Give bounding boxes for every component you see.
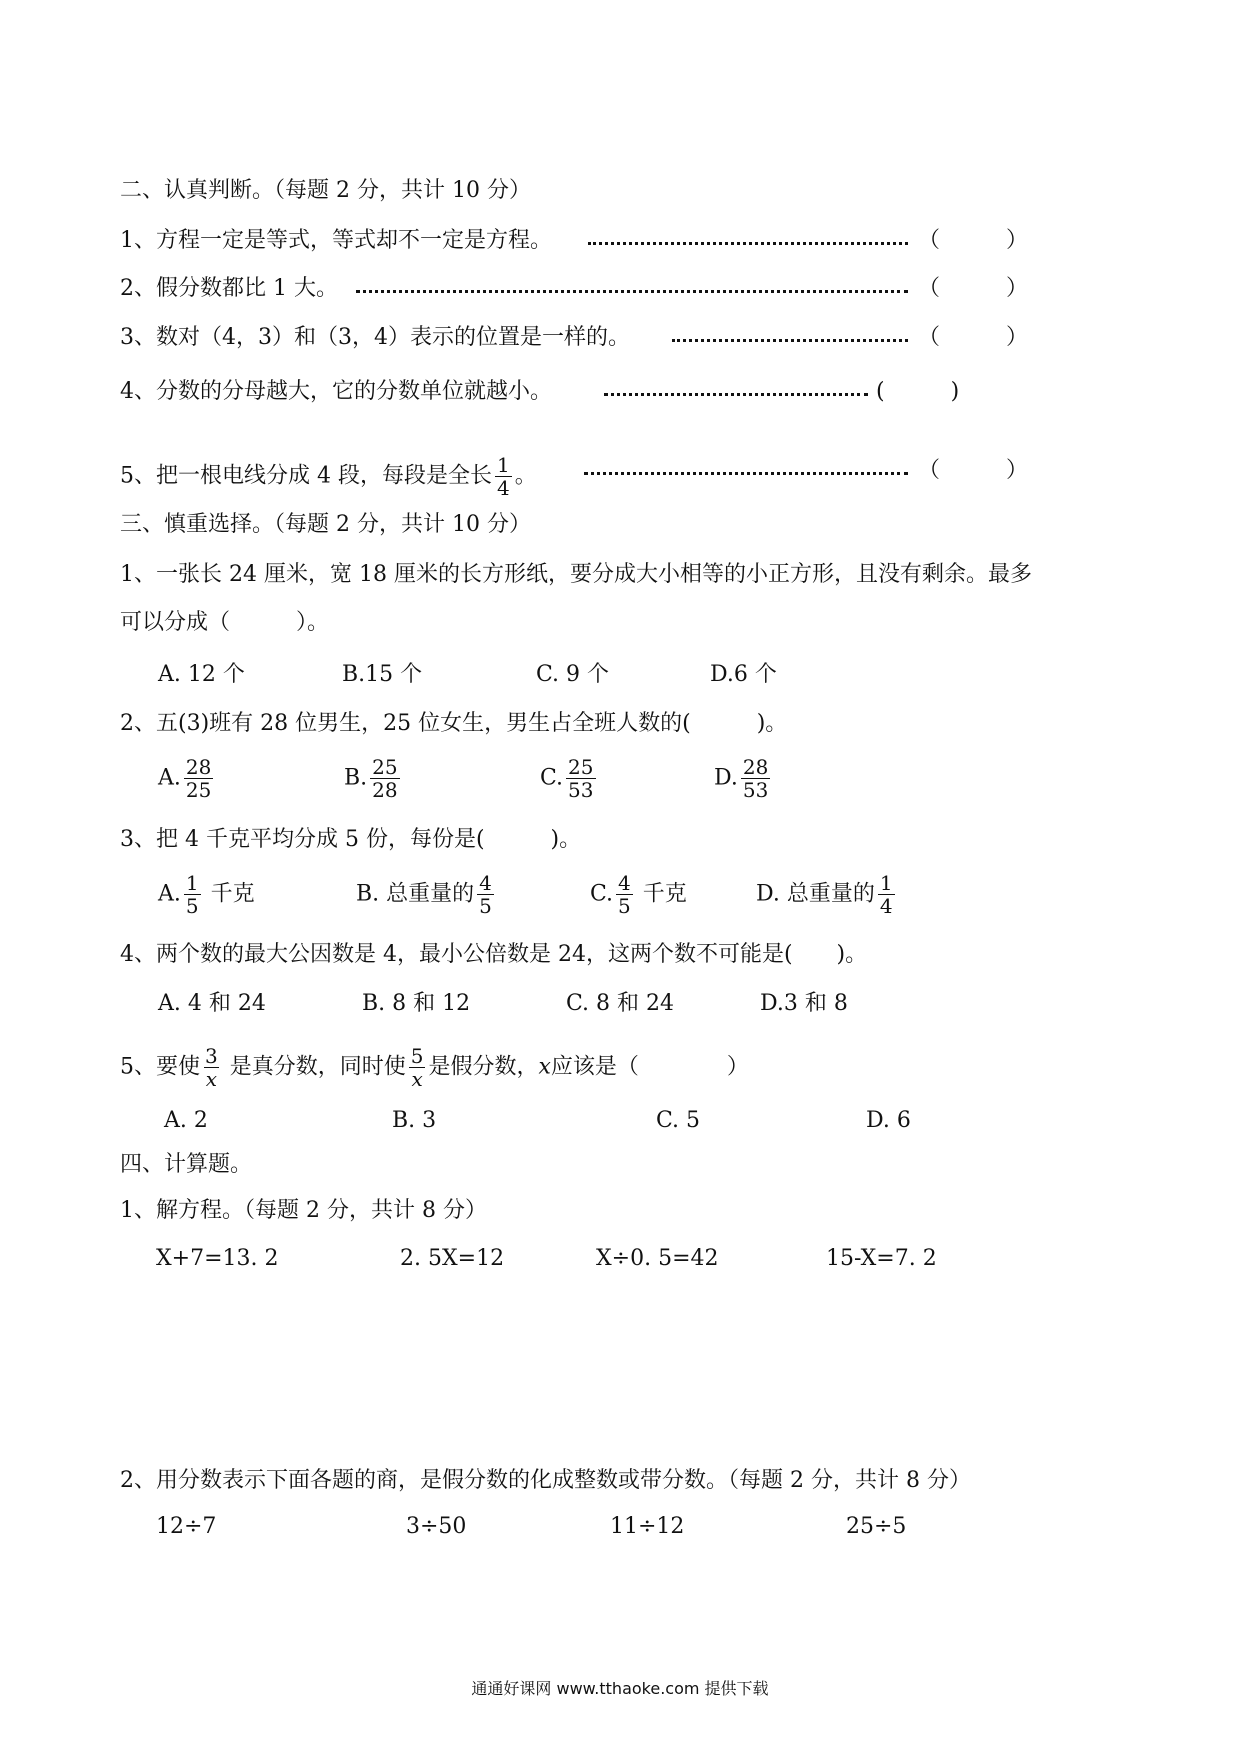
choice-option-d[interactable]: D. 总重量的 $\frac{1}{4}$ (756, 871, 893, 918)
choice-question-1-line-1: 1、一张长 24 厘米，宽 18 厘米的长方形纸，要分成大小相等的小正方形，且没有剩余。最多 (120, 562, 1032, 587)
choice-option-b[interactable]: B.15 个 (342, 662, 423, 687)
choice-option-d[interactable]: D.3 和 8 (760, 991, 848, 1016)
fraction: $\frac{1}{4}$ (879, 871, 893, 918)
choice-option-c[interactable]: C. $\frac{25}{53}$ (540, 755, 594, 802)
judge-question-5: 5、把一根电线分成 4 段，每段是全长 $\frac{1}{4}$ 。 (120, 453, 537, 500)
equation-item: X÷0. 5=42 (596, 1246, 719, 1271)
division-item: 12÷7 (156, 1514, 217, 1539)
fraction: $\frac{28}{53}$ (742, 755, 769, 802)
choice-question-4: 4、两个数的最大公因数是 4，最小公倍数是 24，这两个数不可能是( )。 (120, 942, 868, 967)
answer-blank[interactable]: （ ） (918, 458, 1029, 483)
answer-blank[interactable]: ( ) (876, 379, 960, 404)
fraction: $\frac{4}{5}$ (618, 871, 631, 918)
choice-option-c[interactable]: C. $\frac{4}{5}$ 千克 (590, 871, 687, 918)
dot-leader (588, 242, 908, 245)
answer-blank[interactable]: （ ） (918, 228, 1029, 253)
choice-option-b[interactable]: B. 总重量的 $\frac{4}{5}$ (356, 871, 492, 918)
choice-option-c[interactable]: C. 5 (656, 1108, 701, 1133)
fraction: $\frac{28}{25}$ (185, 755, 212, 802)
judge-question-3: 3、数对（4，3）和（3，4）表示的位置是一样的。 (120, 325, 630, 350)
dot-leader (584, 472, 908, 475)
page-footer: 通通好课网 www.tthaoke.com 提供下载 (471, 1679, 769, 1698)
equation-item: 2. 5X=12 (400, 1246, 505, 1271)
calc-question-2-title: 2、用分数表示下面各题的商，是假分数的化成整数或带分数。（每题 2 分，共计 8 分） (120, 1468, 971, 1493)
division-item: 3÷50 (406, 1514, 467, 1539)
equation-item: X+7=13. 2 (156, 1246, 279, 1271)
division-item: 25÷5 (846, 1514, 907, 1539)
choice-option-a[interactable]: A. 2 (164, 1108, 208, 1133)
choice-option-b[interactable]: B. 3 (392, 1108, 437, 1133)
section-4-title: 四、计算题。 (120, 1152, 253, 1177)
equation-item: 15-X=7. 2 (826, 1246, 937, 1271)
choice-question-2: 2、五(3)班有 28 位男生，25 位女生，男生占全班人数的( )。 (120, 711, 788, 736)
answer-blank[interactable]: （ ） (918, 276, 1029, 301)
choice-option-a[interactable]: A. 4 和 24 (158, 991, 266, 1016)
fraction: $\frac{1}{4}$ (496, 453, 510, 500)
dot-leader (604, 393, 868, 396)
choice-option-c[interactable]: C. 9 个 (536, 662, 610, 687)
section-2-title: 二、认真判断。（每题 2 分，共计 10 分） (120, 178, 531, 203)
fraction: $\frac{25}{53}$ (568, 755, 594, 802)
judge-question-4: 4、分数的分母越大，它的分数单位就越小。 (120, 379, 552, 404)
choice-option-a[interactable]: A. $\frac{1}{5}$ 千克 (158, 871, 255, 918)
choice-option-b[interactable]: B. $\frac{25}{28}$ (344, 755, 398, 802)
answer-blank[interactable]: （ ） (918, 325, 1029, 350)
section-3-title: 三、慎重选择。（每题 2 分，共计 10 分） (120, 512, 531, 537)
choice-option-a[interactable]: A. 12 个 (158, 662, 245, 687)
fraction: $\frac{4}{5}$ (479, 871, 492, 918)
calc-question-1-title: 1、解方程。（每题 2 分，共计 8 分） (120, 1198, 487, 1223)
fraction: $\frac{5}{x}$ (410, 1044, 424, 1091)
fraction: $\frac{25}{28}$ (372, 755, 398, 802)
choice-option-c[interactable]: C. 8 和 24 (566, 991, 675, 1016)
choice-option-d[interactable]: D. 6 (866, 1108, 911, 1133)
dot-leader (672, 339, 908, 342)
fraction: $\frac{3}{x}$ (205, 1044, 218, 1091)
choice-question-3: 3、把 4 千克平均分成 5 份，每份是( )。 (120, 827, 582, 852)
dot-leader (356, 290, 908, 293)
fraction: $\frac{1}{5}$ (185, 871, 199, 918)
judge-question-1: 1、方程一定是等式，等式却不一定是方程。 (120, 228, 552, 253)
choice-option-d[interactable]: D.6 个 (710, 662, 777, 687)
choice-question-1-line-2: 可以分成（ ）。 (120, 610, 330, 635)
choice-option-d[interactable]: D. $\frac{28}{53}$ (714, 755, 769, 802)
choice-question-5: 5、要使 $\frac{3}{x}$ 是真分数，同时使 $\frac{5}{x}$ 是假分数，x应该是（ ） (120, 1044, 749, 1091)
judge-question-5-text: 5、把一根电线分成 4 段，每段是全长 (120, 463, 492, 489)
judge-question-2: 2、假分数都比 1 大。 (120, 276, 338, 301)
choice-option-b[interactable]: B. 8 和 12 (362, 991, 471, 1016)
division-item: 11÷12 (610, 1514, 685, 1539)
choice-option-a[interactable]: A. $\frac{28}{25}$ (158, 755, 212, 802)
